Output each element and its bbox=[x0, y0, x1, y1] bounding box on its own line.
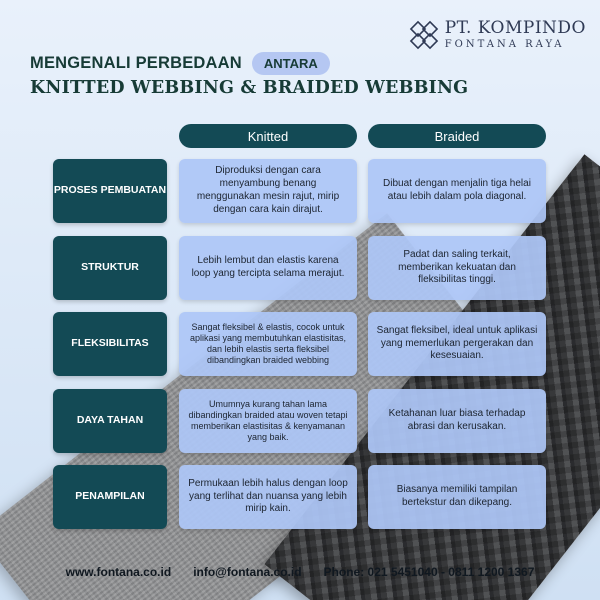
column-header-knitted: Knitted bbox=[179, 124, 357, 148]
contact-footer bbox=[0, 565, 600, 579]
cell-braided-struktur: Padat dan saling terkait, memberikan kekuatan dan fleksibilitas tinggi. bbox=[368, 236, 546, 300]
row-label-daya-tahan: DAYA TAHAN bbox=[53, 389, 167, 453]
cell-knitted-proses-pembuatan: Diproduksi dengan cara menyambung benang menggunakan mesin rajut, mirip dengan cara kain dirajut. bbox=[179, 159, 357, 223]
row-label-proses-pembuatan: PROSES PEMBUATAN bbox=[53, 159, 167, 223]
cell-braided-daya-tahan: Ketahanan luar biasa terhadap abrasi dan kerusakan. bbox=[368, 389, 546, 453]
row-label-fleksibilitas: FLEKSIBILITAS bbox=[53, 312, 167, 376]
column-header-braided: Braided bbox=[368, 124, 546, 148]
footer-phone: Phone: 021 5451040 - 0811 1200 1367 bbox=[323, 565, 535, 579]
headline-line2: KNITTED WEBBING & BRAIDED WEBBING bbox=[30, 78, 469, 98]
cell-knitted-fleksibilitas: Sangat fleksibel & elastis, cocok untuk aplikasi yang membutuhkan elastisitas, dan lebih elastis serta fleksibel dibandingkan braided webbing bbox=[179, 312, 357, 376]
cell-knitted-penampilan: Permukaan lebih halus dengan loop yang terlihat dan nuansa yang lebih mirip kain. bbox=[179, 465, 357, 529]
cell-knitted-daya-tahan: Umumnya kurang tahan lama dibandingkan braided atau woven tetapi memberikan elastisitas & kenyamanan yang baik. bbox=[179, 389, 357, 453]
footer-website: www.fontana.co.id bbox=[65, 565, 172, 579]
headline-pill: ANTARA bbox=[252, 52, 330, 75]
cell-braided-penampilan: Biasanya memiliki tampilan bertekstur dan dikepang. bbox=[368, 465, 546, 529]
headline-line1: MENGENALI PERBEDAAN bbox=[30, 54, 242, 72]
footer-email: info@fontana.co.id bbox=[193, 565, 302, 579]
cell-braided-fleksibilitas: Sangat fleksibel, ideal untuk aplikasi yang memerlukan pergerakan dan kesesuaian. bbox=[368, 312, 546, 376]
cell-braided-proses-pembuatan: Dibuat dengan menjalin tiga helai atau lebih dalam pola diagonal. bbox=[368, 159, 546, 223]
cell-knitted-struktur: Lebih lembut dan elastis karena loop yang tercipta selama merajut. bbox=[179, 236, 357, 300]
interlocking-diamonds-logo-icon bbox=[409, 20, 439, 50]
company-name: PT. KOMPINDO bbox=[444, 18, 586, 38]
company-logo bbox=[409, 20, 586, 50]
row-label-struktur: STRUKTUR bbox=[53, 236, 167, 300]
company-subname: FONTANA RAYA bbox=[444, 39, 565, 50]
row-label-penampilan: PENAMPILAN bbox=[53, 465, 167, 529]
